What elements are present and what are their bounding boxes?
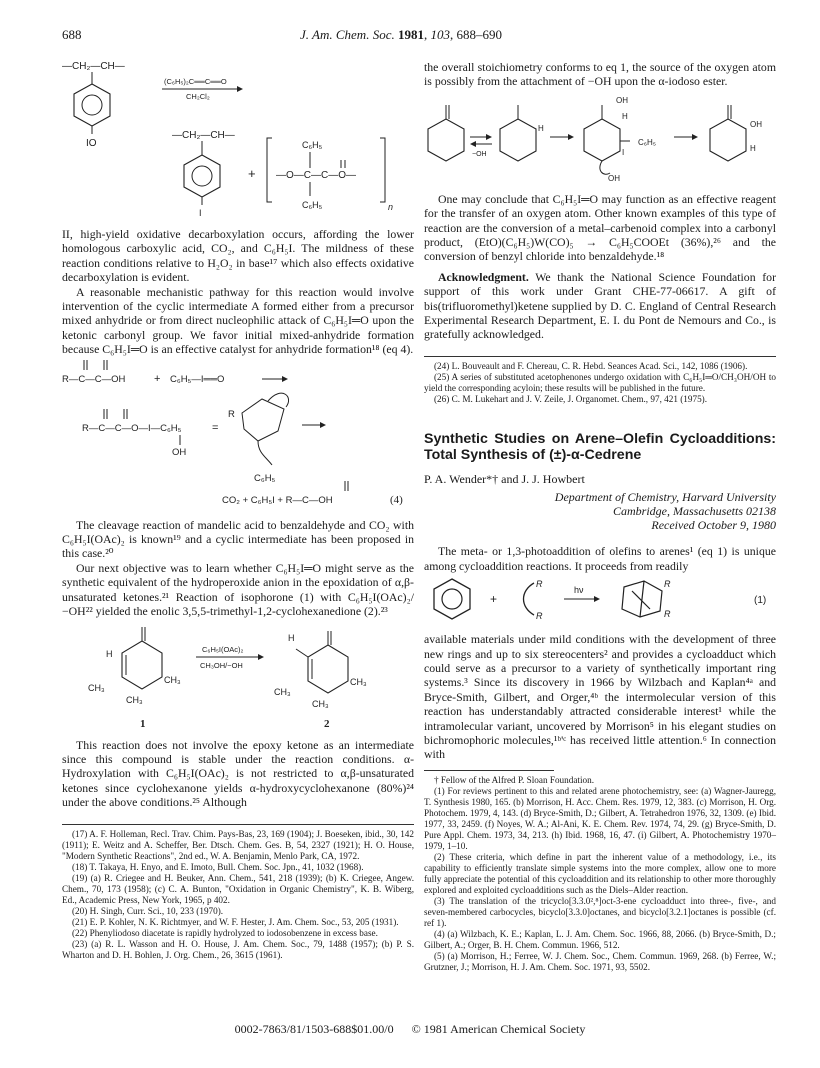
compound-label-2: 2: [324, 717, 330, 730]
svg-text:=: =: [212, 421, 219, 434]
hydroxyl-label: OH: [172, 446, 187, 458]
footnote: (2) These criteria, which define in part the inherent value of a methodology, i.e., its capability to efficiently translate simple systems into the more complex, allow one to more fully appreciate the potential of this cycloaddition and its relationship to other more thoroughly explored and exploited cycloadditions such as the Diels–Alder reaction.: [424, 851, 776, 895]
hydrogen-label: H: [106, 648, 113, 659]
polymer-chain-fragment-2: —CH₂—CH—: [172, 130, 235, 141]
hydrogen-label: H: [622, 111, 628, 121]
footnote: (25) A series of substituted acetophenones undergo oxidation with C₆H₅I═O/CH₃OH/OH to yield the corresponding acyloin; these results will be published in the future.: [424, 371, 776, 393]
article-code: 0002-7863/81/1503-688$01.00/0: [234, 1022, 394, 1036]
phenyl-label-bottom: C₆H₅: [302, 200, 323, 210]
methyl-label: CH₃: [312, 698, 329, 709]
light-label: hν: [574, 585, 584, 596]
footnote: (19) (a) R. Criegee and H. Beuker, Ann. Chem., 541, 218 (1939); (b) K. Criegee, Angew. Chem., 70, 173 (1958); (c) C. A. Bunton, "Oxidation in Organic Chemistry", K. B. Wiberg, Ed., Academic Press, New York, 1965, p 402.: [62, 872, 414, 905]
plus-sign: +: [490, 592, 498, 607]
paragraph: available materials under mild conditions with the development of three new rings and up to six stereocenters² and provides a cycloadduct which could serve as a precursor to a variety of synthetically important ring systems.³ Since its discovery in 1966 by Wilzbach and Kaplan⁴ᵃ and Bryce-Smith, Gilbert, and Orger,⁴ᵇ the intermolecular version of this reaction has understandably attracted considerable interest¹ while the intramolecular variant, uncovered by Morrison⁵ in his elegant studies on bichromophoric molecules,¹ᵇ'ᶜ has received little attention.⁶ In connection with: [424, 632, 776, 762]
hydrogen-label: H: [750, 143, 756, 153]
page-number: 688: [62, 27, 82, 42]
conditions-label: CH₃OH/−OH: [200, 660, 243, 670]
journal-name: J. Am. Chem. Soc.: [300, 27, 395, 42]
footnote: (17) A. F. Holleman, Recl. Trav. Chim. Pays-Bas, 23, 169 (1904); J. Boeseken, ibid., 30, 142 (1911); E. Weitz and A. Scheffer, Ber. Dtsch. Chem. Ges. B, 54, 2327 (1921); H. O. House, "Modern Synthetic Reactions", 2nd ed., W. A. Benjamin, Menlo Park, CA, 1972.: [62, 828, 414, 861]
r-group: R: [664, 579, 671, 590]
methyl-label: CH₃: [126, 694, 143, 705]
paragraph: A reasonable mechanistic pathway for this reaction would involve intervention of the cyclic intermediate A formed either from a precursor mixed anhydride or from direct nucleophilic attack of C₆H₅I═O upon the ketonic carbonyl group. We favor initial mixed-anhydride formation because C₆H₅I═O is an effective catalyst for anhydride formation¹⁸ (eq 4).: [62, 284, 414, 357]
hydrogen-label: H: [288, 632, 295, 643]
ketene-reagent: (C₆H₅)₂C══C══O: [164, 77, 227, 86]
polymer-chain-fragment: —CH₂—CH—: [62, 61, 125, 72]
hydroxyl-label: OH: [616, 95, 628, 105]
footnote: (5) (a) Morrison, H.; Ferree, W. J. Chem. Soc., Chem. Commun. 1969, 268. (b) Ferree, W.; Grutzner, J.; Morrison, H. J. Am. Chem. Soc. 1971, 93, 5502.: [424, 950, 776, 972]
paragraph: The cleavage reaction of mandelic acid to benzaldehyde and CO₂ with C₆H₅I(OAc)₂ is known¹⁹ and a cyclic intermediate has been proposed in this case.²⁰: [62, 517, 414, 561]
footnotes-right-top: [424, 361, 776, 405]
phenyl-label: C₆H₅: [638, 137, 657, 147]
equation-number: (4): [390, 493, 403, 506]
right-column: [424, 60, 776, 973]
footnote: (26) C. M. Lukehart and J. V. Zeile, J. Organomet. Chem., 97, 421 (1975).: [434, 393, 708, 404]
footnotes-right-bottom: [424, 775, 776, 973]
hydrogen-label: H: [538, 123, 544, 133]
paragraph: Our next objective was to learn whether C₆H₅I═O might serve as the synthetic equivalent of the hydroperoxide anion in the epoxidation of α,β-unsaturated ketones.²¹ Reaction of isophorone (1) with C₆H₅I(OAc)₂/−OH²² yielded the enolic 3,5,5-trimethyl-1,2-cyclohexanedione (2).²³: [62, 560, 414, 619]
methyl-label: CH₃: [274, 686, 291, 697]
paragraph: The meta- or 1,3-photoaddition of olefins to arenes¹ (eq 1) is unique among cycloaddition reactions. It proceeds from readily: [424, 544, 776, 573]
footnote: (1) For reviews pertinent to this and related arene photochemistry, see: (a) Wagner-Jauregg, T. Synthesis 1980, 165. (b) Morrison, H. Acc. Chem. Res. 1979, 12, 383. (c) Morrison, H. Org. Photochem. 1979, 4, 143. (d) Bryce-Smith, D.; Gilbert, A. Tetrahedron 1976, 32, 1309. (e) Ibid. 1977, 33, 2459. (f) Noyes, W. A.; Al-Ani, K. E. Chem. Rev. 1974, 74, 29. (g) Bryce-Smith, D. Pure Appl. Chem. 1973, 34, 213. (h) Ibid. 1968, 16, 47. (i) Gilbert, A. Photochemistry 1970–1979, 1–10.: [424, 785, 776, 851]
equation-number: (1): [754, 595, 767, 607]
polyester-repeat: —O—C—C—O—: [276, 170, 356, 181]
r-group: R: [536, 579, 543, 590]
affiliation-city: Cambridge, Massachusetts 02138: [613, 504, 776, 519]
hydroxyl-label: OH: [750, 119, 762, 129]
scheme-hydroxylation: [424, 89, 776, 185]
plus-sign: +: [248, 166, 256, 181]
page-footer: [0, 1022, 820, 1037]
acknowledgment: [424, 270, 776, 342]
footnote: † Fellow of the Alfred P. Sloan Foundation.: [434, 774, 595, 785]
footnote: (21) E. P. Kohler, N. K. Richtmyer, and W. F. Hester, J. Am. Chem. Soc., 53, 205 (1931).: [72, 916, 399, 927]
iodoso-label: IO: [86, 138, 97, 149]
phenyl-label-top: C₆H₅: [302, 140, 323, 150]
footnote: (24) L. Bouveault and F. Chereau, C. R. Hebd. Seances Acad. Sci., 142, 1086 (1906).: [434, 360, 748, 371]
reagent-label: C₆H₅I(OAc)₂: [202, 644, 244, 654]
hydroxide-label: −OH: [472, 150, 487, 158]
equation-4: [62, 357, 414, 507]
iodo-label: I: [199, 208, 202, 218]
footnote: (22) Phenyliodoso diacetate is rapidly hydrolyzed to iodosobenzene in excess base.: [72, 927, 378, 938]
solvent-label: CH₂Cl₂: [186, 92, 210, 101]
received-date: Received October 9, 1980: [651, 518, 776, 533]
paragraph: This reaction does not involve the epoxy ketone as an intermediate since this compound is stable under the reaction conditions. α-Hydroxylation with C₆H₅I(OAc)₂ is not restricted to α,β-unsaturated ketones since cyclohexanone yields α-hydroxycyclohexanone (80%)²⁴ under the above conditions.²⁵ Although: [62, 737, 414, 810]
methyl-label: CH₃: [350, 676, 367, 687]
iodine-label: I: [622, 147, 625, 157]
footnote: (4) (a) Wilzbach, K. E.; Kaplan, L. J. Am. Chem. Soc. 1966, 88, 2066. (b) Bryce-Smith, D.; Gilbert, A.; Orger, B. H. Chem. Commun. 1966, 512.: [424, 928, 776, 950]
hydroxyl-label: OH: [608, 173, 620, 183]
methyl-label: CH₃: [164, 674, 181, 685]
footnote: (3) The translation of the tricyclo[3.3.0²,⁸]oct-3-ene cycloadduct into three-, five-, and seven-membered carbocycles, bicyclo[3.3.0]octanes, and bicyclo[3.2.1]octanes is possible (cf. ref 1).: [424, 895, 776, 928]
methyl-label: CH₃: [88, 682, 105, 693]
mixed-anhydride: R—C—C—O—I—C₆H₅: [82, 422, 182, 434]
left-column: [62, 60, 414, 961]
journal-pages: 688–690: [456, 27, 502, 42]
r-group: R: [664, 609, 671, 620]
iodosobenzene: C₆H₅—I══O: [170, 373, 225, 385]
eq4-products: CO₂ + C₆H₅I + R—C—OH: [222, 494, 333, 506]
article-title: Synthetic Studies on Arene–Olefin Cycloadditions: Total Synthesis of (±)-α-Cedrene: [424, 430, 776, 464]
footnotes-left: [62, 829, 414, 961]
compound-label-1: 1: [140, 717, 146, 730]
paragraph: II, high-yield oxidative decarboxylation occurs, affording the lower homologous carboxylic acid, CO₂, and C₆H₅I. The mildness of these reaction conditions relative to H₂O₂ in base¹⁷ which also effects oxidative decarboxylation is evident.: [62, 227, 414, 285]
copyright: © 1981 American Chemical Society: [411, 1022, 586, 1036]
journal-volume: 103: [430, 27, 450, 42]
scheme-isophorone: [62, 619, 414, 731]
repeat-index: n: [388, 202, 394, 212]
keto-acid: R—C—C—OH: [62, 373, 126, 385]
running-header: J. Am. Chem. Soc. 1981, 103, 688–690: [300, 27, 502, 42]
r-group: R: [536, 611, 543, 622]
footnote: (20) H. Singh, Curr. Sci., 10, 233 (1970).: [72, 905, 224, 916]
authors: P. A. Wender*† and J. J. Howbert: [424, 471, 585, 486]
footnote: (23) (a) R. L. Wasson and H. O. House, J. Am. Chem. Soc., 79, 1488 (1957); (b) P. S. Wharton and D. H. Bohlen, J. Org. Chem., 26, 3615 (1961).: [62, 938, 414, 960]
plus-sign: +: [154, 372, 161, 385]
phenyl-label: C₆H₅: [254, 472, 276, 484]
journal-year: 1981: [397, 27, 424, 42]
scheme-polymer: [62, 60, 414, 220]
footnote: (18) T. Takaya, H. Enyo, and E. Imoto, Bull. Chem. Soc. Jpn., 41, 1032 (1968).: [72, 861, 364, 872]
paragraph: One may conclude that C₆H₅I═O may function as an effective reagent for the transfer of an oxygen atom. Other known examples of this type of reaction are the conversion of a metal–carbenoid complex into a carbonyl product, (EtO)(C₆H₅)W(CO)₅ → C₆H₅COOEt (36%),²⁶ and the conversion of benzyl chloride into benzaldehyde.¹⁸: [424, 191, 776, 264]
affiliation: Department of Chemistry, Harvard University: [554, 490, 776, 505]
acknowledgment-label: Acknowledgment.: [438, 269, 529, 284]
paragraph: the overall stoichiometry conforms to eq 1, the source of the oxygen atom is possibly from the attachment of −OH upon the α-iodoso ester.: [424, 60, 776, 89]
r-group: R: [228, 408, 235, 420]
equation-1: [424, 573, 776, 623]
acknowledgment-text: We thank the National Science Foundation for support of this work under Grant CHE-77-06617. A gift of bis(trifluoromethyl)ketene supplied by D. C. England of Central Research Experimental Research Department, E. I. du Pont de Nemours and Co., is gratefully acknowledged.: [424, 269, 776, 342]
